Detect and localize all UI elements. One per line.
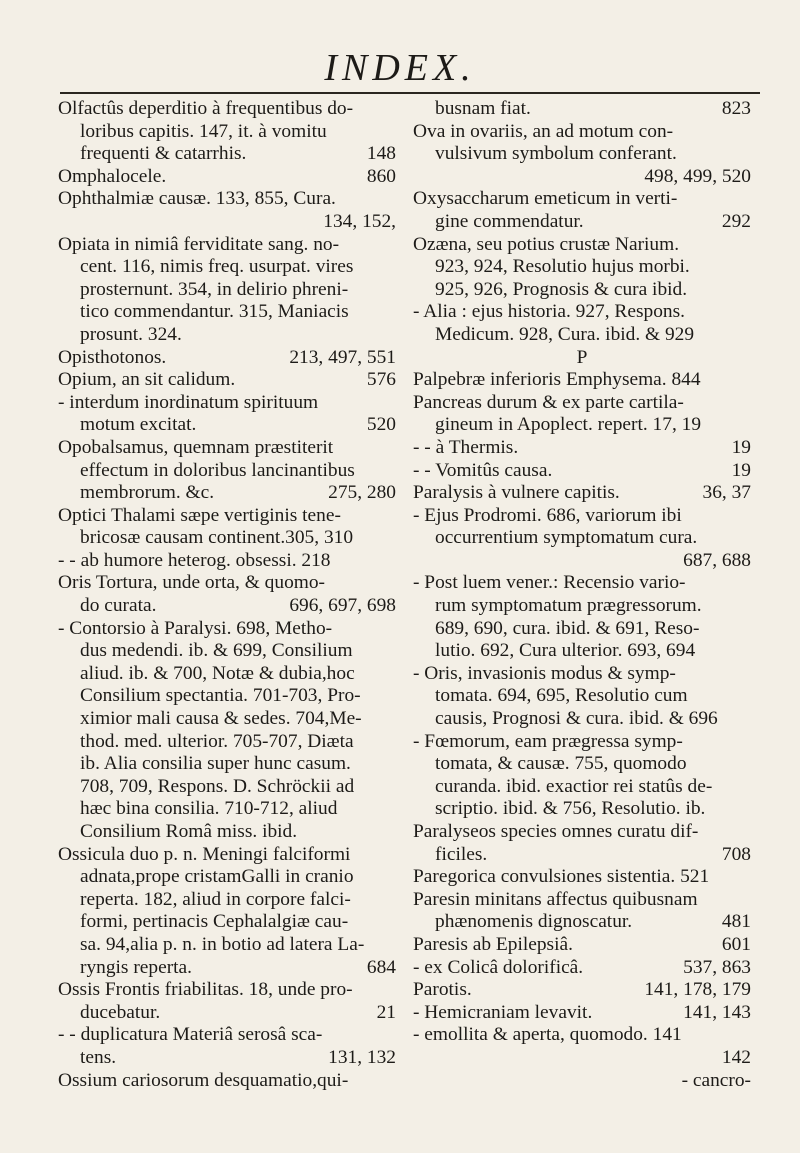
index-line xyxy=(413,1070,751,1093)
index-line xyxy=(58,934,396,957)
header-rule xyxy=(60,92,760,94)
index-entry xyxy=(413,188,751,233)
index-entry xyxy=(58,1024,396,1069)
page-header-title: INDEX. xyxy=(324,47,476,89)
index-line-text: Opium, an sit calidum. xyxy=(58,369,236,391)
index-entry xyxy=(58,505,396,550)
index-line xyxy=(413,392,751,415)
index-line-text: 925, 926, Prognosis & cura ibid. xyxy=(435,278,688,300)
index-line xyxy=(413,844,751,867)
index-line xyxy=(58,572,396,595)
page-reference: 696, 697, 698 xyxy=(289,595,396,617)
index-line xyxy=(413,211,751,234)
index-line xyxy=(413,460,751,483)
index-line-text: loribus capitis. 147, it. à vomitu xyxy=(80,120,327,142)
index-line-text: tomata. 694, 695, Resolutio cum xyxy=(435,685,688,707)
index-line-text: Pancreas durum & ex parte cartila- xyxy=(413,391,684,413)
index-line xyxy=(413,347,751,370)
index-line-text: ficiles. xyxy=(435,843,488,865)
index-line-text: Oris Tortura, unde orta, & quomo- xyxy=(58,572,326,594)
index-line xyxy=(58,911,396,934)
index-line xyxy=(58,98,396,121)
index-line-text: bricosæ causam continent.305, 310 xyxy=(80,527,354,549)
index-line xyxy=(413,708,751,731)
index-line-text: Ossis Frontis friabilitas. 18, unde pro- xyxy=(58,979,353,1001)
index-line xyxy=(58,279,396,302)
index-line xyxy=(58,957,396,980)
index-entry xyxy=(58,437,396,505)
index-line xyxy=(413,121,751,144)
index-line xyxy=(58,889,396,912)
index-line xyxy=(58,256,396,279)
index-line-text: effectum in doloribus lancinantibus xyxy=(80,459,355,481)
index-line-text: - - duplicatura Materiâ serosâ sca- xyxy=(58,1024,323,1046)
index-line xyxy=(58,753,396,776)
index-line-text: - - ab humore heterog. obsessi. 218 xyxy=(58,549,331,571)
index-line xyxy=(413,957,751,980)
index-line xyxy=(413,753,751,776)
index-line-text: ib. Alia consilia super hunc casum. xyxy=(80,753,351,775)
index-line xyxy=(413,1024,751,1047)
index-entry xyxy=(413,1070,751,1093)
index-line xyxy=(413,256,751,279)
index-line xyxy=(58,866,396,889)
index-line-text: lutio. 692, Cura ulterior. 693, 694 xyxy=(435,640,696,662)
index-entry xyxy=(58,347,396,370)
index-line-text: tens. xyxy=(80,1046,117,1068)
index-line-text: frequenti & catarrhis. xyxy=(80,143,247,165)
index-line-text: gineum in Apoplect. repert. 17, 19 xyxy=(435,414,702,436)
index-line xyxy=(413,640,751,663)
page-reference: 213, 497, 551 xyxy=(289,346,396,368)
page-reference: 601 xyxy=(721,933,751,955)
index-entry xyxy=(58,572,396,617)
index-line-text: membrorum. &c. xyxy=(80,482,215,504)
index-line-text: aliud. ib. & 700, Notæ & dubia,hoc xyxy=(80,662,355,684)
index-entry xyxy=(413,347,751,370)
index-line xyxy=(58,1024,396,1047)
index-line-text: vulsivum symbolum conferant. xyxy=(435,143,677,165)
index-entry xyxy=(58,844,396,980)
index-line xyxy=(413,798,751,821)
index-line xyxy=(413,234,751,257)
page-reference: 481 xyxy=(721,911,751,933)
index-line-text: busnam fiat. xyxy=(435,98,531,119)
page-reference: 141, 178, 179 xyxy=(644,979,751,1001)
index-line xyxy=(413,1002,751,1025)
index-line xyxy=(58,369,396,392)
right-column xyxy=(413,98,751,1092)
index-entry xyxy=(413,1024,751,1069)
index-line xyxy=(413,301,751,324)
index-entry xyxy=(413,934,751,957)
index-line-text: Paralyseos species omnes curatu dif- xyxy=(413,821,699,842)
index-line-text: 498, 499, 520 xyxy=(644,165,751,187)
index-line xyxy=(413,279,751,302)
index-entry xyxy=(58,618,396,844)
index-entry xyxy=(413,392,751,437)
page-reference: 684 xyxy=(366,956,396,978)
index-entry xyxy=(58,392,396,437)
index-line xyxy=(58,663,396,686)
index-entry xyxy=(413,957,751,980)
index-line xyxy=(58,1002,396,1025)
index-line-text: 923, 924, Resolutio hujus morbi. xyxy=(435,256,690,278)
index-line-text: tomata, & causæ. 755, quomodo xyxy=(435,753,687,775)
index-entry xyxy=(413,979,751,1002)
index-entry xyxy=(58,234,396,347)
index-line-text: - Contorsio à Paralysi. 698, Metho- xyxy=(58,617,333,639)
index-line-text: occurrentium symptomatum cura. xyxy=(435,527,698,549)
index-line-text: adnata,prope cristamGalli in cranio xyxy=(80,866,354,888)
index-line xyxy=(58,708,396,731)
index-line xyxy=(413,776,751,799)
index-line xyxy=(58,1047,396,1070)
index-line-text: Opisthotonos. xyxy=(58,346,167,368)
index-line xyxy=(58,121,396,144)
index-entry xyxy=(413,460,751,483)
index-line-text: prosunt. 324. xyxy=(80,323,182,345)
index-line-text: 134, 152, xyxy=(323,210,396,232)
index-line-text: curanda. ibid. exactior rei statûs de- xyxy=(435,775,713,797)
index-entry xyxy=(413,482,751,505)
index-line-text: - cancro- xyxy=(681,1069,751,1091)
index-line xyxy=(58,188,396,211)
index-line xyxy=(58,437,396,460)
index-line xyxy=(413,731,751,754)
index-line-text: - - à Thermis. xyxy=(413,436,519,458)
index-line-text: 687, 688 xyxy=(683,549,751,571)
index-line xyxy=(58,211,396,234)
index-line-text: Medicum. 928, Cura. ibid. & 929 xyxy=(435,323,695,345)
index-line xyxy=(413,527,751,550)
index-entry xyxy=(413,234,751,302)
index-line-text: do curata. xyxy=(80,595,157,617)
index-entry xyxy=(413,866,751,889)
index-line xyxy=(58,482,396,505)
index-line-text: Ova in ovariis, an ad motum con- xyxy=(413,120,674,142)
index-line-text: 689, 690, cura. ibid. & 691, Reso- xyxy=(435,617,700,639)
page-reference: 19 xyxy=(731,459,751,481)
index-line-text: Ophthalmiæ causæ. 133, 855, Cura. xyxy=(58,188,336,210)
index-line xyxy=(413,911,751,934)
index-line-text: Oxysaccharum emeticum in verti- xyxy=(413,188,678,210)
index-line-text: Paralysis à vulnere capitis. xyxy=(413,482,620,504)
index-line-text: - Ejus Prodromi. 686, variorum ibi xyxy=(413,504,682,526)
index-entry xyxy=(413,121,751,189)
index-line-text: cent. 116, nimis freq. usurpat. vires xyxy=(80,256,354,278)
index-line xyxy=(58,505,396,528)
index-entry xyxy=(58,550,396,573)
page-reference: 292 xyxy=(721,210,751,232)
index-line-text: dus medendi. ib. & 699, Consilium xyxy=(80,640,353,662)
index-line xyxy=(413,979,751,1002)
index-entry xyxy=(413,821,751,866)
index-line-text: ryngis reperta. xyxy=(80,956,192,978)
index-line xyxy=(413,369,751,392)
index-entry xyxy=(413,437,751,460)
index-line xyxy=(413,821,751,844)
index-entry xyxy=(58,1070,396,1093)
index-line-text: Optici Thalami sæpe vertiginis tene- xyxy=(58,504,341,526)
index-line xyxy=(58,1070,396,1093)
index-line xyxy=(58,821,396,844)
index-line xyxy=(413,505,751,528)
index-entry xyxy=(413,1002,751,1025)
index-line xyxy=(413,324,751,347)
index-line-text: sa. 94,alia p. n. in botio ad latera La- xyxy=(80,933,365,955)
index-line xyxy=(58,301,396,324)
index-line-text: Paresin minitans affectus quibusnam xyxy=(413,888,698,910)
index-entry xyxy=(58,188,396,233)
index-line xyxy=(58,979,396,1002)
index-line xyxy=(413,143,751,166)
index-line-text: Consilium Româ miss. ibid. xyxy=(80,821,298,842)
page-reference: 21 xyxy=(376,1001,396,1023)
index-line xyxy=(58,618,396,641)
page-reference: 823 xyxy=(721,98,751,119)
index-entry xyxy=(58,166,396,189)
index-line xyxy=(413,414,751,437)
index-line xyxy=(413,188,751,211)
index-line-text: - interdum inordinatum spirituum xyxy=(58,391,319,413)
index-entry xyxy=(413,731,751,821)
index-line xyxy=(413,866,751,889)
index-entry xyxy=(58,979,396,1024)
index-line xyxy=(58,595,396,618)
index-line xyxy=(413,1047,751,1070)
index-line xyxy=(413,595,751,618)
index-line xyxy=(413,572,751,595)
index-line xyxy=(413,482,751,505)
index-line xyxy=(58,347,396,370)
index-line-text: phænomenis dignoscatur. xyxy=(435,911,633,933)
index-line-text: thod. med. ulterior. 705-707, Diæta xyxy=(80,730,354,752)
index-line-text: P xyxy=(576,346,588,368)
page-reference: 708 xyxy=(721,843,751,865)
index-line-text: reperta. 182, aliud in corpore falci- xyxy=(80,888,351,910)
index-line xyxy=(58,798,396,821)
index-entry xyxy=(413,663,751,731)
index-line-text: Ozæna, seu potius crustæ Narium. xyxy=(413,233,680,255)
index-line xyxy=(413,437,751,460)
index-line xyxy=(413,166,751,189)
index-line-text: Olfactûs deperditio à frequentibus do- xyxy=(58,98,354,119)
index-line xyxy=(58,550,396,573)
index-line-text: 142 xyxy=(721,1046,751,1068)
page-reference: 860 xyxy=(366,165,396,187)
page-reference: 520 xyxy=(366,414,396,436)
index-line-text: scriptio. ibid. & 756, Resolutio. ib. xyxy=(435,798,706,820)
index-line-text: motum excitat. xyxy=(80,414,197,436)
index-entry xyxy=(58,98,396,166)
index-line xyxy=(413,663,751,686)
index-line-text: - Post luem vener.: Recensio vario- xyxy=(413,572,686,594)
index-line xyxy=(413,889,751,912)
page-reference: 19 xyxy=(731,436,751,458)
index-line-text: tico commendantur. 315, Maniacis xyxy=(80,301,349,323)
index-line-text: - emollita & aperta, quomodo. 141 xyxy=(413,1024,682,1046)
index-entry xyxy=(413,889,751,934)
page-reference: 141, 143 xyxy=(683,1001,751,1023)
index-line-text: Omphalocele. xyxy=(58,165,167,187)
index-line-text: ducebatur. xyxy=(80,1001,161,1023)
index-line xyxy=(58,731,396,754)
index-line-text: - ex Colicâ dolorificâ. xyxy=(413,956,584,978)
index-line xyxy=(413,618,751,641)
index-line xyxy=(58,414,396,437)
index-line-text: hæc bina consilia. 710-712, aliud xyxy=(80,798,338,820)
index-line-text: gine commendatur. xyxy=(435,210,584,232)
index-entry xyxy=(413,369,751,392)
index-line-text: prosternunt. 354, in delirio phreni- xyxy=(80,278,349,300)
index-line xyxy=(58,776,396,799)
index-line-text: 708, 709, Respons. D. Schröckii ad xyxy=(80,775,355,797)
index-entry xyxy=(413,572,751,662)
page-reference: 36, 37 xyxy=(702,482,751,504)
index-line xyxy=(413,550,751,573)
index-line-text: Ossicula duo p. n. Meningi falciformi xyxy=(58,843,351,865)
index-entry xyxy=(413,98,751,121)
index-line-text: ximior mali causa & sedes. 704,Me- xyxy=(80,708,362,730)
index-line xyxy=(413,934,751,957)
index-line xyxy=(58,392,396,415)
index-line-text: Ossium cariosorum desquamatio,qui- xyxy=(58,1069,349,1091)
index-line xyxy=(58,844,396,867)
index-line-text: Opiata in nimiâ ferviditate sang. no- xyxy=(58,233,340,255)
index-entry xyxy=(413,301,751,346)
index-line xyxy=(58,166,396,189)
index-line-text: Palpebræ inferioris Emphysema. 844 xyxy=(413,369,701,391)
index-line xyxy=(58,685,396,708)
index-line xyxy=(58,640,396,663)
index-line-text: Parotis. xyxy=(413,979,472,1001)
index-line-text: Paresis ab Epilepsiâ. xyxy=(413,933,573,955)
page-reference: 131, 132 xyxy=(328,1046,396,1068)
index-line xyxy=(58,460,396,483)
index-line xyxy=(58,143,396,166)
index-line-text: - Alia : ejus historia. 927, Respons. xyxy=(413,301,685,323)
index-line xyxy=(58,527,396,550)
page-reference: 275, 280 xyxy=(328,482,396,504)
page-reference: 576 xyxy=(366,369,396,391)
index-line-text: formi, pertinacis Cephalalgiæ cau- xyxy=(80,911,349,933)
index-line xyxy=(58,234,396,257)
index-line-text: Paregorica convulsiones sistentia. 521 xyxy=(413,866,710,888)
index-line-text: rum symptomatum prægressorum. xyxy=(435,595,702,617)
index-line xyxy=(58,324,396,347)
index-line-text: - - Vomitûs causa. xyxy=(413,459,553,481)
page-reference: 537, 863 xyxy=(683,956,751,978)
index-entry xyxy=(413,505,751,573)
page-reference: 148 xyxy=(366,143,396,165)
index-line-text: - Fœmorum, eam prægressa symp- xyxy=(413,730,683,752)
index-line-text: Opobalsamus, quemnam præstiterit xyxy=(58,436,334,458)
index-entry xyxy=(58,369,396,392)
index-line xyxy=(413,685,751,708)
index-line-text: Consilium spectantia. 701-703, Pro- xyxy=(80,685,361,707)
index-line-text: - Oris, invasionis modus & symp- xyxy=(413,662,676,684)
index-line xyxy=(413,98,751,121)
index-line-text: - Hemicraniam levavit. xyxy=(413,1001,593,1023)
index-line-text: causis, Prognosi & cura. ibid. & 696 xyxy=(435,708,718,730)
left-column xyxy=(58,98,396,1092)
